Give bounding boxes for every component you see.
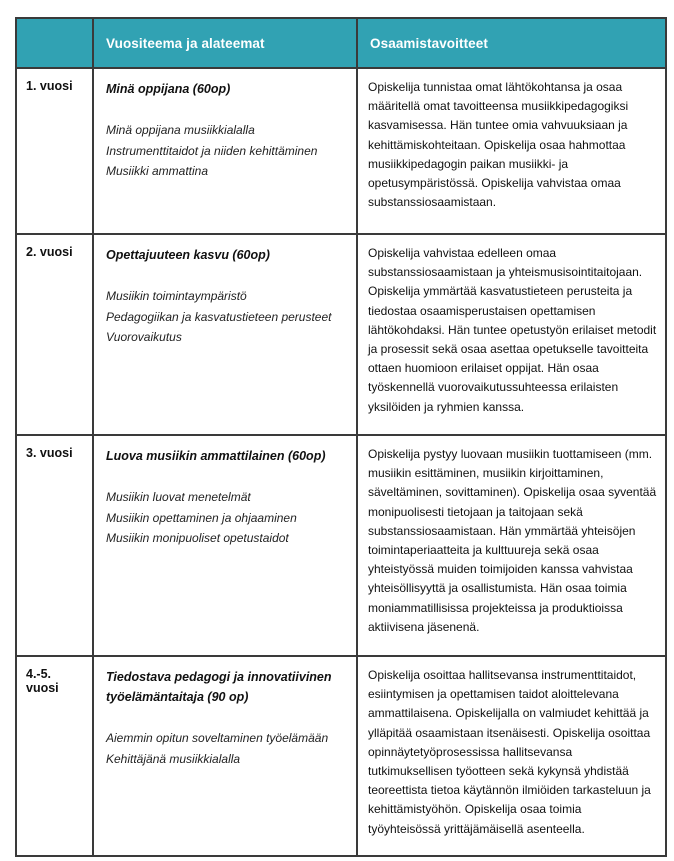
- curriculum-table: [15, 17, 667, 857]
- subtheme-item: Instrumenttitaidot ja niiden kehittäminen: [106, 143, 318, 158]
- theme-title: Minä oppijana (60op): [106, 82, 231, 96]
- subtheme-item: Musiikki ammattina: [106, 164, 209, 178]
- year-label-row2: 2. vuosi: [17, 235, 94, 436]
- year-label-row1: 1. vuosi: [17, 69, 94, 235]
- goals-text: Opiskelija vahvistaa edelleen omaa substanssiosaamistaan ja yhteismusisointitaitojaan. Opiskelija ymmärtää kasvatustieteen perusteita ja tiedostaa osaamisperustaisen opettamisen lähtökohdaksi. Hän tuntee opetustyön erilaiset metodit ja prosessit sekä osaa asettaa opetukselle tavoitteita ottaen huomioon erilaiset oppijat. Hän osaa työskennellä vuorovaikutussuhteessa erilaisten yksilöiden ja ryhmien kanssa.: [368, 246, 657, 414]
- header-cell-themes: Vuositeema ja alateemat: [94, 19, 358, 69]
- year-label-row3: 3. vuosi: [17, 436, 94, 657]
- themes-cell-row1: [94, 69, 358, 235]
- theme-title: Opettajuuteen kasvu (60op): [106, 248, 270, 262]
- year-label-row4: 4.-5. vuosi: [17, 657, 94, 855]
- goals-cell-row3: [358, 436, 665, 657]
- header-cell-goals: Osaamistavoitteet: [358, 19, 665, 69]
- goals-cell-row2: [358, 235, 665, 436]
- themes-cell-row4: [94, 657, 358, 855]
- goals-cell-row1: [358, 69, 665, 235]
- goals-text: Opiskelija tunnistaa omat lähtökohtansa ja osaa määritellä omat tavoitteensa musiikkipedagogiksi kasvamisessa. Hän tuntee omia vahvuuksiaan ja kehittämiskohteitaan. Opiskelija osaa hahmottaa musiikkipedagogin paikan musiikki- ja opetusympäristössä. Opiskelija vahvistaa omaa substanssiosaamistaan.: [368, 80, 629, 210]
- header-cell-year: [17, 19, 94, 69]
- subtheme-item: Minä oppijana musiikkialalla: [106, 123, 255, 137]
- subtheme-item: Musiikin toimintaympäristö: [106, 289, 247, 303]
- subtheme-item: Musiikin opettaminen ja ohjaaminen: [106, 510, 297, 525]
- themes-cell-row3: [94, 436, 358, 657]
- subtheme-item: Musiikin monipuoliset opetustaidot: [106, 531, 289, 545]
- subtheme-item: Pedagogiikan ja kasvatustieteen perusteet: [106, 309, 332, 324]
- subtheme-item: Kehittäjänä musiikkialalla: [106, 751, 241, 766]
- theme-title: Luova musiikin ammattilainen (60op): [106, 449, 326, 463]
- goals-cell-row4: [358, 657, 665, 855]
- goals-text: Opiskelija osoittaa hallitsevansa instrumenttitaidot, esiintymisen ja opettamisen taidot aloittelevana ammattilaisena. Opiskelijalla on valmiudet kehittää ja ylläpitää osaamistaan itsenäisesti. Opiskelija osoittaa opinnäytetyöprosessissa hallitsevansa tutkimuksellisen työotteen sekä kykynsä yhdistää teoreettista tietoa käytännön ilmiöiden tarkasteluun ja kehittämistyöhön. Opiskelija osaa toimia työyhteisössä yrittäjämäisellä asenteella.: [368, 668, 651, 836]
- theme-title: Tiedostava pedagogi ja innovatiivinen työelämäntaitaja (90 op): [106, 670, 332, 704]
- goals-text: Opiskelija pystyy luovaan musiikin tuottamiseen (mm. musiikin esittäminen, musiikin kirjoittaminen, säveltäminen, sovittaminen). Opiskelija osaa syventää monipuolisesti tietojaan ja taitojaan sekä substanssiosaamistaan. Hän ymmärtää yhteisöjen toimintaperiaatteita ja kulttuureja sekä osaa yhteistyössä muiden toimijoiden kanssa vahvistaa yhteisöllisyyttä ja osallistumista. Hän osaa toimia moniammatillisissa projekteissa ja produktioissa aktiivisena jäsenenä.: [368, 447, 657, 634]
- themes-cell-row2: [94, 235, 358, 436]
- subtheme-item: Musiikin luovat menetelmät: [106, 490, 251, 504]
- subtheme-item: Aiemmin opitun soveltaminen työelämään: [106, 731, 329, 745]
- subtheme-item: Vuorovaikutus: [106, 330, 182, 344]
